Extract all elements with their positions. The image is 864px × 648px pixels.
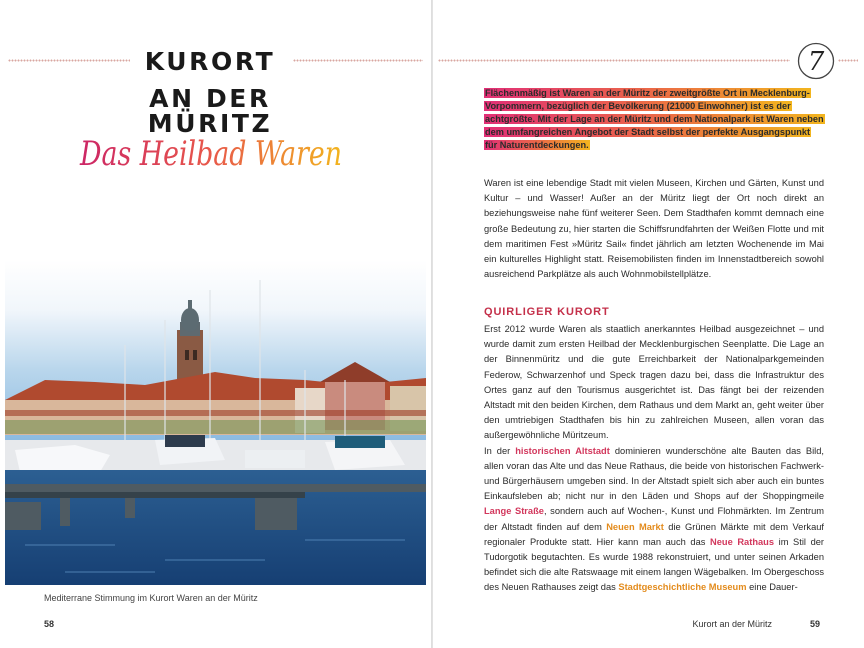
- paragraph-2-part-e: die Grünen Märkte mit dem Verkauf regionaler Produkte statt. Hier kann man auch das: [484, 521, 824, 547]
- intro-highlight: [484, 87, 824, 152]
- paragraph-2-part-d: , sondern auch auf Wochen-, Kunst und Flohmärkten. Im Zentrum der Altstadt finden auf dem: [484, 506, 824, 532]
- paragraph-2-part-a: Erst 2012 wurde Waren als staatlich anerkanntes Heilbad ausgezeichnet – und wurde damit zum ersten Heilbad der Mecklenburgischen Seenplatte. Die Lage an der Binnenmüritz und die gute Erreichbarkeit der Nationalparkgemeinden Federow, Schwarzenhof und Speck tragen dazu bei, dass die Infrastruktur des Ortes ganz auf den Tourismus ausgerichtet ist. Das fängt bei der reizenden Altstadt mit den beiden Kirchen, dem Rathaus und dem Markt an, geht weiter über den umtriebigen Stadthafen bis hin zu zahlreichen Museen, allen voran das außergewöhnliche Müritzeum.: [484, 324, 824, 441]
- section-heading: QUIRLIGER KURORT: [484, 306, 610, 318]
- chapter-number-badge: [797, 42, 835, 80]
- harbor-photo: [5, 260, 426, 585]
- paragraph-2: [484, 322, 824, 596]
- script-title-text: Das Heilbad Waren: [79, 134, 343, 174]
- chapter-title-line2: AN DER MÜRITZ: [147, 84, 273, 138]
- script-title: [78, 125, 348, 185]
- page-number-right: 59: [810, 619, 821, 629]
- dotted-rule-right: [438, 59, 790, 62]
- paragraph-1: Waren ist eine lebendige Stadt mit vielen Museen, Kirchen und Gärten, Kunst und Kultur – und Wasser! Außer an der Müritz liegt der Ort noch direkt an beziehungsweise nahe fünf weiterer Seen. Dem Stadthafen kommt demnach eine große Bedeutung zu, hier starten die Schiffsrundfahrten der Weißen Flotte und mit dem maritimen Fest »Müritz Sail« findet jährlich am letzten Wochenende im Mai ein kulturelles Highlight statt. Reisemobilisten finden im Innenstadtbereich sowohl ausreichend Parkplätze als auch Wohnmobilstellplätze.: [484, 178, 824, 280]
- keyword-historische-altstadt: historischen Altstadt: [515, 445, 610, 456]
- paragraph-2-part-c: dominieren wunderschöne alte Bauten das Bild, allen voran das Alte und das Neue Rathaus, die beide von historischen Fachwerk- und Bürgerhäusern umgeben sind. In der Altstadt spielt sich aber auch ein buntes Einkaufsleben ab; nicht nur in den Läden und Shops auf der Shoppingmeile: [484, 445, 824, 502]
- paragraph-2-part-f: im Stil der Tudorgotik begutachten. Es wurde 1988 rekonstruiert, und unter seinen Arkaden befindet sich die alte Ratswaage mit einem langen Wägebalken. Im Obergeschoss des Neuen Rathauses zeigt das: [484, 536, 825, 593]
- keyword-stadtgeschichtliches-museum: Stadtgeschichtliche Museum: [618, 582, 747, 593]
- keyword-lange-strasse: Lange Straße: [484, 506, 544, 517]
- keyword-neuer-markt: Neuen Markt: [606, 521, 664, 532]
- paragraph-2-part-b: In der: [484, 445, 516, 456]
- page-number-left: 58: [44, 619, 55, 629]
- chapter-number: 7: [807, 47, 825, 77]
- photo-caption: Mediterrane Stimmung im Kurort Waren an der Müritz: [44, 593, 258, 603]
- moored-boats: [5, 435, 426, 472]
- keyword-neues-rathaus: Neue Rathaus: [710, 536, 775, 547]
- intro-text: Flächenmäßig ist Waren an der Müritz der zweitgrößte Ort in Mecklenburg-Vorpommern, bezüglich der Bevölkerung (21000 Einwohner) ist es der achtgrößte. Mit der Lage an der Müritz und dem Nationalpark ist Waren neben dem umfangreichen Angebot der Stadt selbst der perfekte Ausgangspunkt für Naturentdeckungen.: [485, 88, 824, 150]
- chapter-title-line1: KURORT: [144, 47, 276, 76]
- book-spine: [431, 0, 433, 648]
- dotted-rule-right-end: [838, 59, 858, 62]
- running-title: Kurort an der Müritz: [692, 619, 772, 629]
- paragraph-2-part-g: eine Dauer-: [746, 582, 798, 593]
